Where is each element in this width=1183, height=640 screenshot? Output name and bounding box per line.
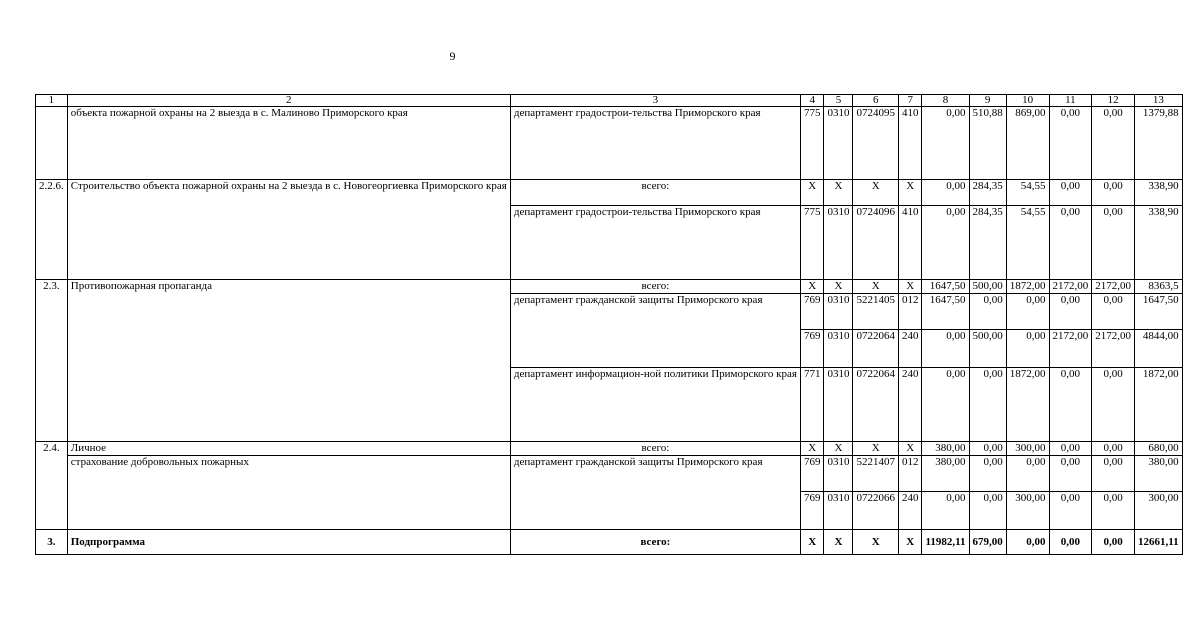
code-cell: 0724095 [853,107,899,180]
item-name-cell: Личное [67,442,510,456]
amount-cell: 0,00 [1049,492,1092,530]
amount-cell: 2172,00 [1092,280,1135,294]
code-cell: 0310 [824,456,853,492]
code-cell: X [800,280,824,294]
total-label-cell: всего: [510,442,800,456]
amount-cell: 0,00 [1092,294,1135,330]
amount-cell: 380,00 [922,456,969,492]
amount-cell: 1647,50 [922,280,969,294]
code-cell: 0722066 [853,492,899,530]
code-cell: 5221407 [853,456,899,492]
amount-cell: 0,00 [1092,206,1135,280]
header-cell: 2 [67,95,510,107]
total-cell: 4844,00 [1135,330,1183,368]
department-cell: департамент информацион-ной политики Приморского края [510,368,800,442]
amount-cell: 0,00 [1049,530,1092,555]
amount-cell: 0,00 [1092,492,1135,530]
header-cell: 3 [510,95,800,107]
code-cell: 775 [800,107,824,180]
amount-cell: 0,00 [1006,456,1049,492]
header-cell: 7 [898,95,922,107]
header-cell: 9 [969,95,1006,107]
amount-cell: 0,00 [1049,107,1092,180]
code-cell: X [853,280,899,294]
amount-cell: 0,00 [969,456,1006,492]
item-name-cell: страхование добровольных пожарных [67,456,510,530]
total-cell: 1872,00 [1135,368,1183,442]
row-number-cell: 2.4. [36,442,68,530]
code-cell: 769 [800,294,824,330]
amount-cell: 0,00 [922,368,969,442]
header-cell: 13 [1135,95,1183,107]
row-number-cell: 3. [36,530,68,555]
amount-cell: 0,00 [1092,180,1135,206]
amount-cell: 510,88 [969,107,1006,180]
total-cell: 338,90 [1135,206,1183,280]
code-cell: X [853,180,899,206]
amount-cell: 0,00 [922,206,969,280]
amount-cell: 11982,11 [922,530,969,555]
department-cell: департамент гражданской защиты Приморского края [510,294,800,368]
amount-cell: 54,55 [1006,180,1049,206]
header-cell: 10 [1006,95,1049,107]
total-cell: 338,90 [1135,180,1183,206]
amount-cell: 0,00 [1049,456,1092,492]
code-cell: 0722064 [853,368,899,442]
header-cell: 8 [922,95,969,107]
amount-cell: 0,00 [922,330,969,368]
code-cell: X [824,442,853,456]
code-cell: 0310 [824,294,853,330]
code-cell: 775 [800,206,824,280]
code-cell: X [898,530,922,555]
code-cell: X [824,280,853,294]
code-cell: X [800,530,824,555]
code-cell: 771 [800,368,824,442]
table-row [36,107,1183,180]
code-cell: X [824,180,853,206]
code-cell: X [824,530,853,555]
amount-cell: 0,00 [1092,368,1135,442]
total-cell: 8363,5 [1135,280,1183,294]
amount-cell: 0,00 [1049,294,1092,330]
amount-cell: 0,00 [1049,180,1092,206]
total-cell: 1379,88 [1135,107,1183,180]
amount-cell: 0,00 [1049,442,1092,456]
code-cell: 240 [898,330,922,368]
amount-cell: 0,00 [1092,456,1135,492]
header-cell: 11 [1049,95,1092,107]
total-cell: 1647,50 [1135,294,1183,330]
item-name-cell: Подпрограмма [67,530,510,555]
code-cell: X [898,180,922,206]
row-number-cell [36,107,68,180]
amount-cell: 300,00 [1006,492,1049,530]
row-number-cell: 2.2.6. [36,180,68,280]
code-cell: 0310 [824,330,853,368]
total-cell: 12661,11 [1135,530,1183,555]
amount-cell: 0,00 [922,107,969,180]
code-cell: 012 [898,294,922,330]
table-row [36,442,1183,456]
total-cell: 300,00 [1135,492,1183,530]
code-cell: 0722064 [853,330,899,368]
code-cell: 410 [898,206,922,280]
amount-cell: 500,00 [969,330,1006,368]
amount-cell: 500,00 [969,280,1006,294]
amount-cell: 284,35 [969,180,1006,206]
header-cell: 6 [853,95,899,107]
code-cell: 0724096 [853,206,899,280]
department-cell: департамент гражданской защиты Приморского края [510,456,800,530]
code-cell: X [800,442,824,456]
header-row [36,95,1183,107]
total-cell: 380,00 [1135,456,1183,492]
department-cell: департамент градострои-тельства Приморского края [510,107,800,180]
code-cell: 0310 [824,368,853,442]
code-cell: 0310 [824,107,853,180]
amount-cell: 1872,00 [1006,280,1049,294]
code-cell: 240 [898,368,922,442]
table-row [36,180,1183,206]
code-cell: X [800,180,824,206]
amount-cell: 0,00 [1049,206,1092,280]
amount-cell: 1647,50 [922,294,969,330]
header-cell: 1 [36,95,68,107]
code-cell: 0310 [824,492,853,530]
item-name-cell: Противопожарная пропаганда [67,280,510,442]
amount-cell: 0,00 [1092,442,1135,456]
total-cell: 680,00 [1135,442,1183,456]
row-number-cell: 2.3. [36,280,68,442]
table-row [36,530,1183,555]
code-cell: 012 [898,456,922,492]
amount-cell: 2172,00 [1092,330,1135,368]
code-cell: X [853,530,899,555]
item-name-cell: объекта пожарной охраны на 2 выезда в с. Малиново Приморского края [67,107,510,180]
code-cell: 240 [898,492,922,530]
header-cell: 12 [1092,95,1135,107]
item-name-cell: Строительство объекта пожарной охраны на 2 выезда в с. Новогеоргиевка Приморского края [67,180,510,280]
table-row [36,456,1183,492]
amount-cell: 2172,00 [1049,280,1092,294]
amount-cell: 679,00 [969,530,1006,555]
code-cell: X [898,280,922,294]
amount-cell: 380,00 [922,442,969,456]
amount-cell: 0,00 [1006,294,1049,330]
amount-cell: 869,00 [1006,107,1049,180]
amount-cell: 0,00 [1006,330,1049,368]
code-cell: 769 [800,330,824,368]
total-label-cell: всего: [510,530,800,555]
amount-cell: 0,00 [1092,107,1135,180]
amount-cell: 0,00 [922,492,969,530]
code-cell: X [853,442,899,456]
total-label-cell: всего: [510,280,800,294]
amount-cell: 54,55 [1006,206,1049,280]
code-cell: 410 [898,107,922,180]
amount-cell: 0,00 [1092,530,1135,555]
budget-table [35,94,1183,555]
code-cell: 769 [800,456,824,492]
table-row [36,280,1183,294]
amount-cell: 2172,00 [1049,330,1092,368]
header-cell: 5 [824,95,853,107]
amount-cell: 1872,00 [1006,368,1049,442]
total-label-cell: всего: [510,180,800,206]
code-cell: X [898,442,922,456]
amount-cell: 0,00 [969,492,1006,530]
department-cell: департамент градострои-тельства Приморского края [510,206,800,280]
amount-cell: 0,00 [1049,368,1092,442]
amount-cell: 0,00 [969,442,1006,456]
header-cell: 4 [800,95,824,107]
amount-cell: 0,00 [922,180,969,206]
page-number: 9 [449,49,456,63]
amount-cell: 300,00 [1006,442,1049,456]
code-cell: 5221405 [853,294,899,330]
amount-cell: 284,35 [969,206,1006,280]
amount-cell: 0,00 [969,294,1006,330]
code-cell: 0310 [824,206,853,280]
code-cell: 769 [800,492,824,530]
amount-cell: 0,00 [1006,530,1049,555]
amount-cell: 0,00 [969,368,1006,442]
